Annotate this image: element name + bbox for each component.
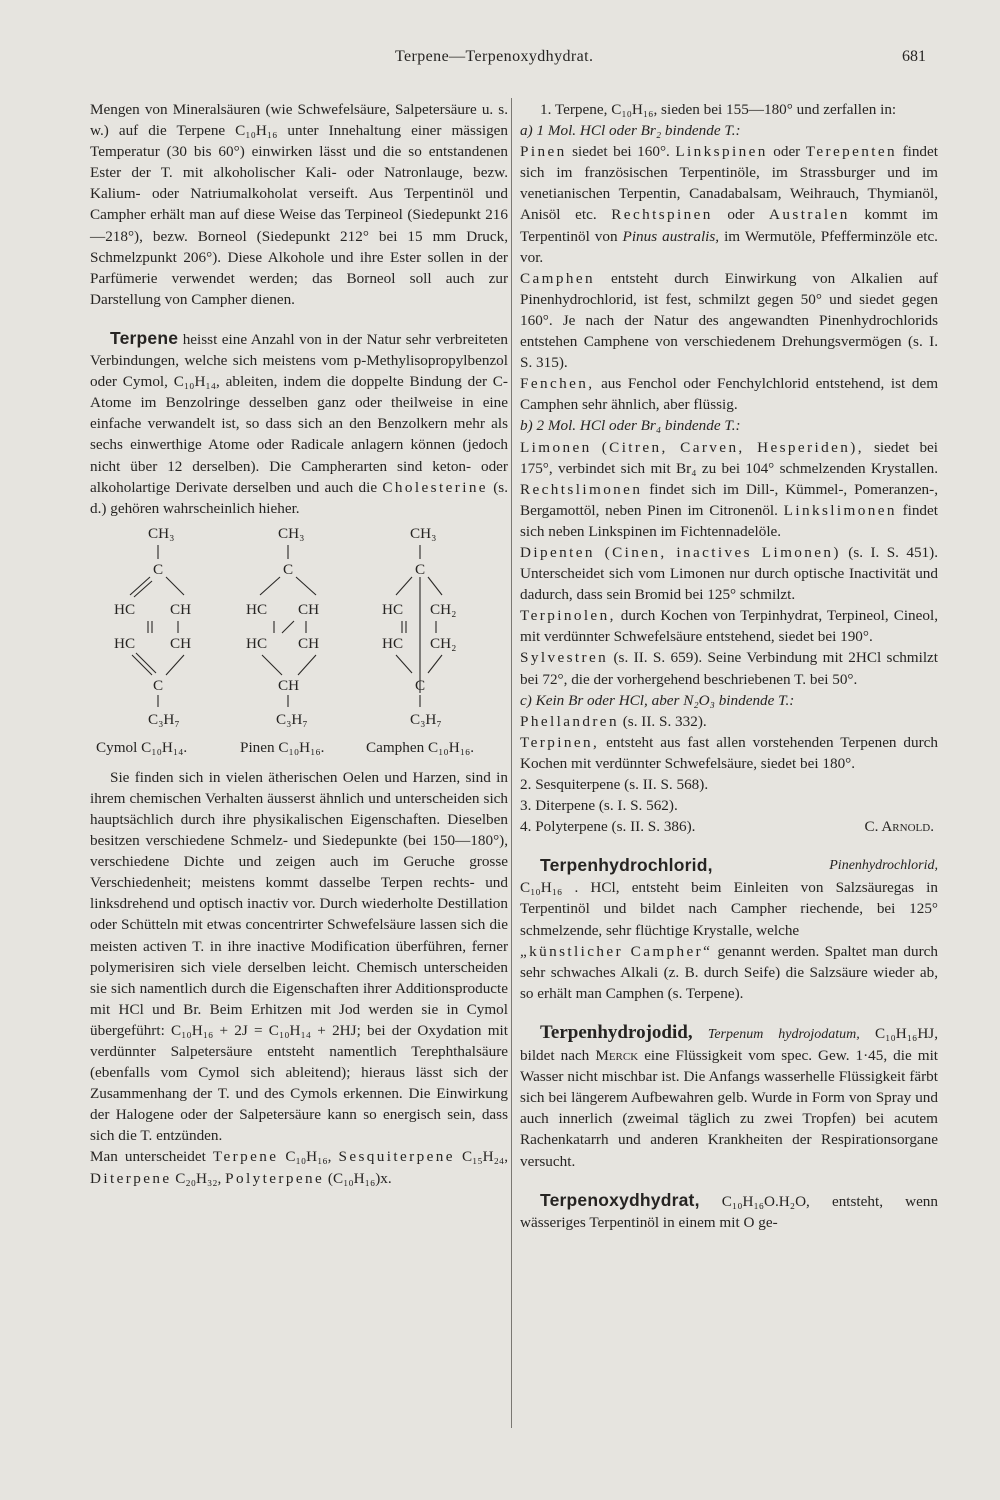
entry-pinen [520,141,938,268]
text-fragment: genannt werden. Spaltet man durch sehr schwaches Alkali (z. B. durch Seife) die Salzsäure wieder ab, so erhält man Camphen (s. Terpene). [520,942,938,1002]
text-fragment: siedet bei 175°, verbindet sich mit Br₄ zu bei 104° schmelzenden Krystallen. [520,438,939,477]
text-fragment: 4. Polyterpene (s. II. S. 386). [520,818,696,836]
atom-hc: HC [246,634,268,652]
formula-fragment: C₂₀H₃₂, [175,1169,222,1187]
term-terpinen: Terpinen, [520,733,600,751]
right-column [520,99,938,1233]
text-fragment: eine Flüssigkeit vom spec. Gew. 1·45, die mit Wasser nicht mischbar ist. Die Anfangs wasserhelle Flüssigkeit färbt sich bei längerem Aufbewahren gelb. Wurde in Form von Spray und auch innerlich (zweimal täglich zu zwei Tropfen) bei acutem Rachenkatarrh und anderen Krankheiten der Respirationsorgane versucht. [520,1047,939,1170]
atom-hc: HC [246,600,268,618]
paragraph-esters: Mengen von Mineralsäuren (wie Schwefelsäure, Salpetersäure u. s. w.) auf die Terpene C₁₀H₁₆ unter Innehaltung einer mässigen Temperatur (30 bis 60°) einwirken lässt und die so entstandenen Ester der T. mit alkoholischer Kali- oder Natronlauge, bezw. Kalium- oder Natriumalkoholat verseift. Aus Terpentinöl und Campher erhält man auf diese Weise das Terpineol (Siedepunkt 216—218°), bezw. Borneol (Siedepunkt 212° bei 15 mm Druck, Schmelzpunkt 206°). Diese Alkohole und ihre Ester sollen in der Parfümerie verwendet werden; das Borneol soll auch zur Darstellung von Campher dienen. [90,101,508,308]
term-fenchen: Fenchen, [520,375,595,393]
section-terpene-list: 1. Terpene, C₁₀H₁₆, sieden bei 155—180° und zerfallen in: [540,101,897,118]
term-limonen-synonyms: (Citren, Carven, Hesperiden), [601,438,864,456]
name-merck: Merck [595,1047,639,1065]
entry-terpenoxydhydrat [520,1190,938,1233]
term-terpinolen: Terpinolen, [520,607,616,625]
atom-ch2: CH₂ [430,600,457,618]
entry-dipenten [520,542,938,605]
term-linkspinen: Linkspinen [675,143,768,161]
atom-ch3: CH₃ [148,524,175,542]
term-rechtslimonen: Rechtslimonen [520,480,643,498]
text-fragment: findet sich im Dill-, Kümmel-, Pomeranzen-, Bergamottöl, neben Pinen im Citronenöl. [520,480,939,519]
atom-c3h7: C₃H₇ [276,710,308,728]
paragraph-properties: Sie finden sich in vielen ätherischen Oelen und Harzen, sind in ihrem chemischen Verhalten äusserst ähnlich und unterscheiden sich hauptsächlich durch ihre physikalischen Eigenschaften. Dieselben besitzen verschiedene Schmelz- und Siedepunkte (bei 150—180°), verschiedene Dichte und zeigen auch im Geruche grosse Verschiedenheit; meistens kommt dasselbe Terpen rechts- und linksdrehend und optisch inactiv vor. Durch wiederholte Destillation oder Schütteln mit etwas concentrirter Schwefelsäure lassen sich die meisten activen T. in ihre inactive Modification überführen, ferner polymerisiren sich viele derselben leicht. Chemisch unterscheiden sie sich namentlich durch die Eigenschaften ihrer Additionsproducte mit HCl und Br. Beim Erhitzen mit Jod werden sie in Cymol übergeführt: C₁₀H₁₆ + 2J = C₁₀H₁₄ + 2HJ; bei der Oxydation mit verdünnter Salpetersäure entsteht namentlich Terephthalsäure (ebenfalls vom Cymol sich ableitend); hieraus lässt sich der Zusammenhang der T. und des Cymols erkennen. Die Einwirkung der Halogene oder der Salpetersäure kann so energisch sein, dass sich die T. entzünden. [90,768,508,1145]
latin-name: Terpenum hydrojodatum, [707,1026,860,1042]
text-fragment: C₁₀H₁₆ . HCl, entsteht beim Einleiten von Salzsäuregas in Terpentinöl und bildet nach Campher riechende, bei 125° schmelzende, sehr flüchtige Krystalle, welche [520,879,938,939]
atom-c: C [415,676,426,694]
subsection-c: c) Kein Br oder HCl, aber N₂O₃ bindende T.: [520,691,795,709]
text-fragment: (s. II. S. 332). [622,712,707,730]
headword-terpenhydrojodid: Terpenhydrojodid, [540,1021,693,1043]
atom-ch2: CH₂ [430,634,457,652]
text-fragment: im Wermutöle, Pfefferminzöle etc. vor. [520,227,938,266]
term-phellandren: Phellandren [520,712,619,730]
entry-limonen [520,437,938,542]
text-fragment: (s. I. S. 451). Unterscheidet sich vom Limonen nur durch optische Inactivität und dadurch, dass sein Bromid bei 125° schmilzt. [520,543,939,604]
structural-formulas [90,523,508,759]
entry-terpinen [520,732,938,774]
entry-camphen [520,268,938,373]
subsection-a: a) 1 Mol. HCl oder Br₂ bindende T.: [520,122,741,140]
caption-pinen: Pinen C₁₀H₁₆. [240,738,325,756]
term-dipenten: Dipenten (Cinen, inactives Limonen) [520,543,841,561]
running-head: Terpene—Terpenoxydhydrat. [395,48,594,65]
entry-sylvestren [520,647,938,689]
atom-hc: HC [382,634,404,652]
atom-hc: HC [114,634,136,652]
entry-fenchen [520,373,938,415]
atom-ch3: CH₃ [410,524,437,542]
headword-terpene: Terpene [110,327,179,348]
terpene-definition-end: (s. d.) gehören wahrscheinlich hieher. [90,478,509,517]
caption-camphen: Camphen C₁₀H₁₆. [366,738,475,756]
left-column [90,99,508,1189]
atom-c: C [283,560,294,578]
text-fragment: entsteht durch Einwirkung von Alkalien auf Pinenhydrochlorid, ist fest, schmilzt gegen 50° und siedet gegen 160°. Je nach der Natur des angewandten Pinenhydrochlorids entstehen Camphene von verschiedenem Drehungsvermögen (s. I. S. 315). [520,269,938,372]
formula-fragment: C₁₀H₁₆, [285,1148,332,1166]
entry-terpenhydrochlorid [520,855,938,1004]
atom-ch: CH [278,676,300,694]
text-fragment: findet sich neben Linkspinen im Fichtennadelöle. [520,501,938,540]
atom-hc: HC [114,600,136,618]
text-fragment: kommt im Terpentinöl von [520,206,939,245]
latin-name: Pinenhydrochlorid, [829,858,938,874]
section-diterpene: 3. Diterpene (s. I. S. 562). [520,797,678,815]
terpene-entry [90,328,508,519]
term-terpene: Terpene [212,1148,279,1166]
entry-terpenhydrojodid [520,1022,938,1172]
term-cholesterine: Cholesterine [382,478,488,496]
atom-ch: CH [170,634,192,652]
entry-phellandren [520,711,938,732]
entry-terpinolen [520,605,938,647]
section-sesquiterpene: 2. Sesquiterpene (s. II. S. 568). [520,776,709,793]
text-fragment: Man unterscheidet [90,1148,206,1166]
term-camphen: Camphen [520,269,596,287]
term-sylvestren: Sylvestren [520,649,609,667]
atom-ch: CH [298,634,320,652]
term-pinus-australis: Pinus australis, [622,227,720,245]
headword-terpenoxydhydrat: Terpenoxydhydrat, [540,1189,700,1210]
atom-c: C [153,560,164,578]
paragraph-classification [90,1146,508,1188]
term-rechtspinen: Rechtspinen [611,206,713,224]
formula-fragment: C₁₅H₂₄, [461,1148,509,1166]
atom-ch: CH [298,600,320,618]
text-fragment: (s. II. S. 659). Seine Verbindung mit 2HCl schmilzt bei 72°, die der vorhergehend beschriebenen T. bei 50°. [520,649,938,688]
term-polyterpene: Polyterpene [225,1169,325,1187]
author-signature: C. Arnold. [864,818,934,836]
term-terepenten: Terepenten [805,143,898,161]
terpene-definition: heisst eine Anzahl von in der Natur sehr verbreiteten Verbindungen, welche sich meistens vom p-Methylisopropylbenzol oder Cymol, C₁₀H₁₄, ableiten, indem die doppelte Bindung der C-Atome im Benzolringe desselben ganz oder theilweise in eine einfache verwandelt ist, so dass sich an den Benzolkern mehr als sechs einwerthige Atome oder Radicale anlagern können (jedoch nicht über 12 derselben). Die Campherarten sind keton- oder alkoholartige Derivate derselben und auch die [90,330,509,496]
text-fragment: aus Fenchol oder Fenchylchlorid entstehend, ist dem Camphen sehr ähnlich, aber flüssig. [520,375,939,414]
subsection-b: b) 2 Mol. HCl oder Br₄ bindende T.: [520,417,741,435]
page-number: 681 [902,48,926,65]
atom-c3h7: C₃H₇ [148,710,180,728]
atom-hc: HC [382,600,404,618]
text-fragment: durch Kochen von Terpinhydrat, Terpineol, Cineol, mit verdünnter Schwefelsäure entstehend, siedet bei 190°. [520,607,938,646]
text-fragment: oder [727,206,755,224]
text-fragment: oder [773,143,801,161]
atom-ch: CH [170,600,192,618]
term-limonen: Limonen [520,438,592,456]
atom-c3h7: C₃H₇ [410,710,442,728]
text-fragment: siedet bei 160°. [572,143,670,161]
text-fragment: C₁₀H₁₆O.H₂O, entsteht, wenn wässeriges Terpentinöl in einem mit O ge- [520,1192,938,1231]
term-pinen: Pinen [520,143,567,161]
caption-cymol: Cymol C₁₀H₁₄. [96,738,188,756]
text-fragment: entsteht aus fast allen vorstehenden Terpenen durch Kochen mit verdünnter Schwefelsäure, siedet bei 180°. [520,733,939,772]
formula-fragment: (C₁₀H₁₆)x. [327,1169,392,1187]
atom-c: C [415,560,426,578]
term-sesquiterpene: Sesquiterpene [338,1148,455,1166]
text-fragment: C₁₀H₁₆HJ, bildet nach [520,1024,938,1065]
section-polyterpene [520,816,938,837]
term-australen: Australen [769,206,850,224]
atom-c: C [153,676,164,694]
term-linkslimonen: Linkslimonen [783,501,897,519]
term-diterpene: Diterpene [90,1169,172,1187]
column-rule [511,98,512,1428]
headword-terpenhydrochlorid: Terpenhydrochlorid, [540,855,713,876]
atom-ch3: CH₃ [278,524,305,542]
term-kuenstlicher-campher: „künstlicher Campher“ [520,942,713,960]
text-fragment: findet sich im französischen Terpentinöle, im Strassburger und im venetianischen Terpentin, Canadabalsam, Weihrauch, Thymianöl, Anisöl etc. [520,143,938,224]
